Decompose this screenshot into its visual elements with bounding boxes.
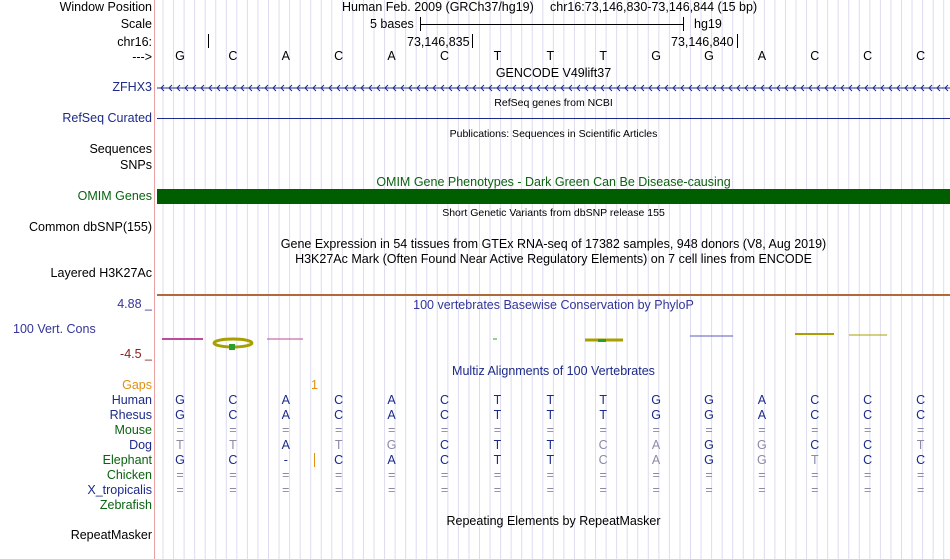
reference-base: G bbox=[175, 49, 185, 63]
reference-base: C bbox=[228, 49, 238, 63]
reference-base: T bbox=[546, 49, 555, 63]
aligned-base: = bbox=[864, 483, 872, 497]
aligned-base: = bbox=[916, 423, 925, 437]
aligned-base: = bbox=[811, 423, 819, 437]
aligned-base: C bbox=[228, 453, 238, 467]
sequences-label[interactable]: Sequences bbox=[89, 142, 152, 156]
aligned-base: = bbox=[758, 468, 766, 482]
aligned-base: C bbox=[863, 393, 873, 407]
aligned-base: C bbox=[810, 438, 820, 452]
aligned-base: = bbox=[864, 468, 872, 482]
aligned-base: G bbox=[175, 453, 185, 467]
refseq-gene-line[interactable] bbox=[157, 118, 950, 119]
aligned-base: A bbox=[387, 408, 396, 422]
aligned-base: C bbox=[334, 453, 344, 467]
dbsnp-label[interactable]: Common dbSNP(155) bbox=[29, 220, 152, 234]
aligned-base: T bbox=[493, 453, 502, 467]
aligned-base: = bbox=[652, 468, 660, 482]
reference-base: A bbox=[387, 49, 396, 63]
aligned-base: G bbox=[651, 393, 661, 407]
aligned-base: G bbox=[651, 408, 661, 422]
window-position-label: Window Position bbox=[59, 0, 152, 14]
omim-track-title[interactable]: OMIM Gene Phenotypes - Dark Green Can Be Disease-causing bbox=[376, 175, 731, 189]
species-label-mouse[interactable]: Mouse bbox=[114, 423, 152, 437]
aligned-base: = bbox=[652, 483, 660, 497]
aligned-base: A bbox=[757, 408, 767, 422]
repeatmasker-label[interactable]: RepeatMasker bbox=[70, 528, 152, 542]
aligned-base: T bbox=[546, 438, 555, 452]
repeatmasker-track-title[interactable]: Repeating Elements by RepeatMasker bbox=[446, 514, 661, 528]
species-label-chicken[interactable]: Chicken bbox=[106, 468, 152, 482]
aligned-base: A bbox=[651, 438, 661, 452]
species-label-x_tropicalis[interactable]: X_tropicalis bbox=[87, 483, 152, 497]
refseq-label[interactable]: RefSeq Curated bbox=[62, 111, 152, 125]
phylop-track-title[interactable]: 100 vertebrates Basewise Conservation by PhyloP bbox=[413, 298, 694, 312]
aligned-base: = bbox=[440, 468, 449, 482]
reference-base: T bbox=[599, 49, 607, 63]
aligned-base: = bbox=[811, 468, 819, 482]
aligned-base: = bbox=[176, 468, 184, 482]
zfhx3-gene-label[interactable]: ZFHX3 bbox=[112, 80, 152, 94]
aligned-base: T bbox=[916, 438, 925, 452]
aligned-base: C bbox=[334, 393, 344, 407]
aligned-base: G bbox=[704, 393, 714, 407]
aligned-base: = bbox=[335, 468, 343, 482]
assembly-title: Human Feb. 2009 (GRCh37/hg19) bbox=[342, 0, 534, 14]
reference-base: A bbox=[757, 49, 767, 63]
aligned-base: C bbox=[916, 453, 926, 467]
gaps-label[interactable]: Gaps bbox=[122, 378, 152, 392]
aligned-base: G bbox=[704, 453, 714, 467]
aligned-base: = bbox=[335, 423, 343, 437]
aligned-base: G bbox=[757, 453, 767, 467]
conservation-plot[interactable] bbox=[157, 330, 950, 352]
reference-base: C bbox=[810, 49, 820, 63]
aligned-base: = bbox=[229, 423, 237, 437]
species-label-dog[interactable]: Dog bbox=[129, 438, 152, 452]
aligned-base: C bbox=[863, 438, 873, 452]
aligned-base: = bbox=[758, 483, 766, 497]
aligned-base: T bbox=[546, 393, 555, 407]
aligned-base: A bbox=[281, 438, 290, 452]
aligned-base: A bbox=[651, 453, 661, 467]
aligned-base: = bbox=[705, 483, 713, 497]
h3k27ac-label[interactable]: Layered H3K27Ac bbox=[50, 266, 152, 280]
aligned-base: - bbox=[283, 453, 288, 467]
chrom-tick-2 bbox=[737, 34, 738, 48]
reference-base: C bbox=[916, 49, 926, 63]
reference-base: T bbox=[493, 49, 502, 63]
aligned-base: = bbox=[811, 483, 819, 497]
aligned-base: C bbox=[916, 408, 926, 422]
omim-label[interactable]: OMIM Genes bbox=[77, 189, 152, 203]
aligned-base: = bbox=[493, 423, 502, 437]
h3k27ac-baseline bbox=[157, 294, 950, 296]
aligned-base: = bbox=[387, 483, 396, 497]
reference-base: C bbox=[439, 49, 450, 63]
aligned-base: C bbox=[863, 408, 873, 422]
aligned-base: T bbox=[810, 453, 819, 467]
reference-base: C bbox=[863, 49, 873, 63]
aligned-base: = bbox=[440, 483, 449, 497]
chrom-tick-1 bbox=[472, 34, 473, 48]
publications-track-title[interactable]: Publications: Sequences in Scientific Articles bbox=[449, 128, 658, 140]
aligned-base: = bbox=[705, 468, 713, 482]
species-label-rhesus[interactable]: Rhesus bbox=[109, 408, 152, 422]
aligned-base: C bbox=[228, 408, 238, 422]
species-label-human[interactable]: Human bbox=[111, 393, 152, 407]
chrom-tick-label-2: 73,146,840 bbox=[671, 35, 734, 49]
snps-label[interactable]: SNPs bbox=[120, 158, 152, 172]
aligned-base: = bbox=[864, 423, 872, 437]
aligned-base: T bbox=[334, 438, 343, 452]
aligned-base: A bbox=[281, 408, 290, 422]
label-divider bbox=[154, 0, 155, 559]
scale-bar bbox=[420, 17, 684, 32]
aligned-base: = bbox=[546, 423, 554, 437]
omim-gene-bar[interactable] bbox=[157, 189, 950, 204]
aligned-base: T bbox=[493, 393, 502, 407]
aligned-base: A bbox=[387, 453, 396, 467]
multiz-track-title[interactable]: Multiz Alignments of 100 Vertebrates bbox=[452, 364, 655, 378]
aligned-base: G bbox=[704, 438, 714, 452]
aligned-base: C bbox=[598, 438, 608, 452]
aligned-base: C bbox=[228, 393, 238, 407]
aligned-base: G bbox=[175, 408, 185, 422]
aligned-base: T bbox=[546, 408, 555, 422]
aligned-base: C bbox=[439, 438, 450, 452]
aligned-base: = bbox=[387, 423, 396, 437]
chrom-tick-label-1: 73,146,835 bbox=[407, 35, 470, 49]
aligned-base: = bbox=[440, 423, 449, 437]
aligned-base: C bbox=[334, 408, 344, 422]
aligned-base: C bbox=[439, 453, 450, 467]
aligned-base: = bbox=[546, 468, 554, 482]
aligned-base: C bbox=[439, 408, 450, 422]
aligned-base: = bbox=[335, 483, 343, 497]
aligned-base: T bbox=[493, 438, 502, 452]
aligned-base: G bbox=[386, 438, 397, 452]
aligned-base: = bbox=[916, 468, 925, 482]
reference-base: G bbox=[704, 49, 714, 63]
refseq-track-title[interactable]: RefSeq genes from NCBI bbox=[494, 97, 613, 109]
aligned-base: A bbox=[387, 393, 396, 407]
chrom-tick-start bbox=[208, 34, 209, 48]
aligned-base: = bbox=[229, 483, 237, 497]
aligned-base: G bbox=[704, 408, 714, 422]
aligned-base: = bbox=[229, 468, 237, 482]
aligned-base: = bbox=[652, 423, 660, 437]
scale-assembly: hg19 bbox=[694, 17, 722, 31]
cons-segment-2b bbox=[229, 344, 235, 350]
aligned-base: C bbox=[810, 408, 820, 422]
aligned-base: = bbox=[282, 468, 290, 482]
zfhx3-gene-line[interactable] bbox=[157, 81, 950, 95]
cons-track-label[interactable]: 100 Vert. Cons bbox=[13, 322, 96, 336]
aligned-base: C bbox=[810, 393, 820, 407]
dbsnp-track-title[interactable]: Short Genetic Variants from dbSNP release 155 bbox=[442, 207, 665, 219]
aligned-base: = bbox=[599, 468, 607, 482]
aligned-base: = bbox=[758, 423, 766, 437]
aligned-base: = bbox=[493, 468, 502, 482]
aligned-base: C bbox=[439, 393, 450, 407]
gap-count: 1 bbox=[311, 378, 318, 392]
cons-segment-5b bbox=[598, 339, 606, 342]
aligned-base: = bbox=[282, 483, 290, 497]
aligned-base: A bbox=[281, 393, 290, 407]
aligned-base: T bbox=[493, 408, 502, 422]
aligned-base: T bbox=[546, 453, 555, 467]
elephant-insertion-marker bbox=[314, 453, 315, 467]
aligned-base: G bbox=[757, 438, 767, 452]
aligned-base: = bbox=[599, 483, 607, 497]
aligned-base: = bbox=[546, 483, 554, 497]
scale-bases: 5 bases bbox=[370, 17, 414, 31]
aligned-base: C bbox=[598, 453, 608, 467]
cons-min-label: -4.5 _ bbox=[120, 347, 152, 361]
aligned-base: A bbox=[757, 393, 767, 407]
aligned-base: = bbox=[387, 468, 396, 482]
species-label-elephant[interactable]: Elephant bbox=[102, 453, 152, 467]
aligned-base: T bbox=[176, 438, 184, 452]
gencode-track-title[interactable]: GENCODE V49lift37 bbox=[495, 66, 612, 80]
position-readout: chr16:73,146,830-73,146,844 (15 bp) bbox=[550, 0, 758, 14]
aligned-base: C bbox=[916, 393, 926, 407]
aligned-base: = bbox=[493, 483, 502, 497]
reference-base: A bbox=[281, 49, 290, 63]
reference-base: G bbox=[651, 49, 661, 63]
h3k27ac-track-title[interactable]: H3K27Ac Mark (Often Found Near Active Regulatory Elements) on 7 cell lines from ENCODE bbox=[295, 252, 812, 266]
aligned-base: = bbox=[916, 483, 925, 497]
aligned-base: T bbox=[599, 393, 607, 407]
chrom-label: chr16: bbox=[117, 35, 152, 49]
aligned-base: = bbox=[599, 423, 607, 437]
aligned-base: T bbox=[229, 438, 237, 452]
cons-max-label: 4.88 _ bbox=[117, 297, 152, 311]
aligned-base: = bbox=[176, 423, 184, 437]
strand-arrow-label: ---> bbox=[132, 50, 152, 64]
reference-base: C bbox=[334, 49, 344, 63]
aligned-base: G bbox=[175, 393, 185, 407]
aligned-base: = bbox=[176, 483, 184, 497]
species-label-zebrafish[interactable]: Zebrafish bbox=[99, 498, 152, 512]
gtex-track-title[interactable]: Gene Expression in 54 tissues from GTEx RNA-seq of 17382 samples, 948 donors (V8, Aug 2019) bbox=[280, 237, 827, 251]
aligned-base: T bbox=[599, 408, 607, 422]
aligned-base: = bbox=[705, 423, 713, 437]
aligned-base: = bbox=[282, 423, 290, 437]
scale-label: Scale bbox=[120, 17, 152, 31]
aligned-base: C bbox=[863, 453, 873, 467]
